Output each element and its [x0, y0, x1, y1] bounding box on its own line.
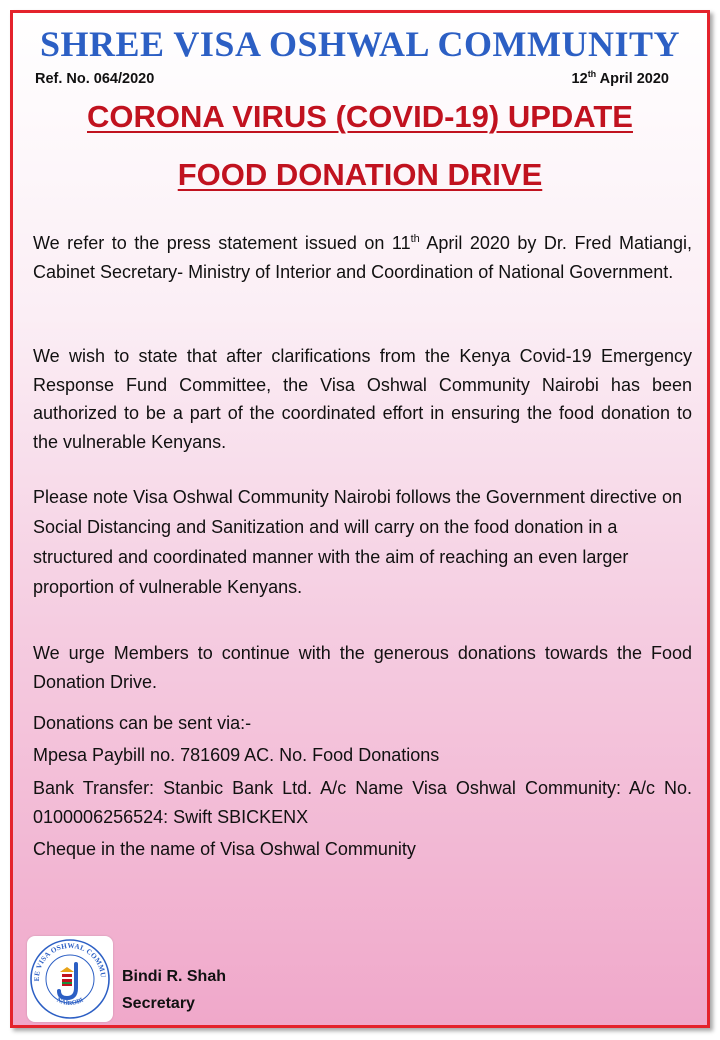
donations-intro: Donations can be sent via:- [33, 713, 252, 733]
p1-before: We refer to the press statement issued on 11 [33, 233, 411, 253]
community-logo [27, 936, 113, 1022]
date-suffix: th [587, 69, 597, 79]
date-day: 12 [571, 70, 588, 87]
p1-after: April 2020 by Dr. Fred Matiangi, Cabinet Secretary- Ministry of Interior and Coordination of National Government. [33, 233, 693, 282]
logo-ring-text: EE VISA OSHWAL COMMU [32, 941, 108, 982]
headline-food-drive: FOOD DONATION DRIVE [177, 157, 543, 192]
date-rest: April 2020 [596, 70, 669, 87]
document-date [572, 69, 669, 87]
donation-bank-transfer: Bank Transfer: Stanbic Bank Ltd. A/c Name Visa Oshwal Community: A/c No. 0100006256524: Swift SBICKENX [33, 778, 692, 827]
paragraph-urge-members: We urge Members to continue with the generous donations towards the Food Donation Drive. [33, 643, 692, 692]
donation-mpesa: Mpesa Paybill no. 781609 AC. No. Food Donations [33, 745, 440, 765]
paragraph-authorization: We wish to state that after clarifications from the Kenya Covid-19 Emergency Response Fund Committee, the Visa Oshwal Community Nairobi has been authorized to be a part of the coordinated effort in ensuring the food donation to the vulnerable Kenyans. [33, 346, 692, 452]
signatory-name: Bindi R. Shah [122, 968, 226, 985]
logo-emblem [59, 964, 76, 998]
signatory-title: Secretary [122, 995, 195, 1012]
document-frame [10, 10, 710, 1028]
org-title: SHREE VISA OSHWAL COMMUNITY [40, 24, 680, 64]
logo-city-text: NAIROBI [55, 996, 85, 1007]
paragraph-social-distancing: Please note Visa Oshwal Community Nairobi follows the Government directive on Social Distancing and Sanitization and will carry on the food donation in a structured and coordinated manner with the aim of reaching an even larger proportion of vulnerable Kenyans. [33, 487, 682, 597]
paragraph-press-statement [33, 229, 692, 286]
donation-cheque: Cheque in the name of Visa Oshwal Community [33, 839, 416, 859]
community-seal-icon [27, 936, 113, 1022]
headline-covid-update: CORONA VIRUS (COVID-19) UPDATE [87, 99, 633, 134]
reference-number: Ref. No. 064/2020 [35, 71, 155, 87]
p1-suffix: th [410, 233, 420, 245]
